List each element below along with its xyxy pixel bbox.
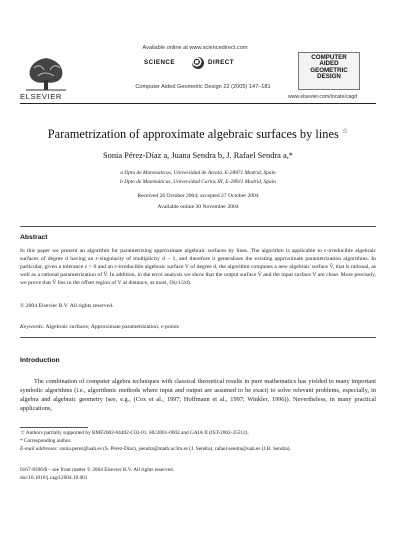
journal-citation: Computer Aided Geometric Design 22 (2005) 147–181 xyxy=(135,84,271,90)
sciencedirect-logo xyxy=(136,58,266,70)
journal-title-line: AIDED xyxy=(319,60,339,68)
issn-line: 0167-8396/$ – see front matter © 2004 Elsevier B.V. All rights reserved. xyxy=(20,467,174,473)
sciencedirect-dot-icon xyxy=(192,57,204,69)
affiliation-a: a Dpto de Matemáticas, Universidad de Alcalá, E-28871 Madrid, Spain xyxy=(120,170,276,176)
doi-line[interactable]: doi:10.1016/j.cagd.2004.10.001 xyxy=(20,475,88,481)
available-online-notice: Available online at www.sciencedirect.com xyxy=(142,45,248,51)
abstract-top-divider xyxy=(20,226,376,227)
abstract-heading: Abstract xyxy=(20,234,48,241)
sciencedirect-logo-right: DIRECT xyxy=(208,59,235,66)
footnote-corresponding: * Corresponding author. xyxy=(20,438,72,444)
received-dates: Received 26 October 2004; accepted 27 October 2004 xyxy=(137,193,259,199)
abstract-bottom-divider xyxy=(20,337,376,338)
publisher-name: ELSEVIER xyxy=(20,92,62,101)
journal-url[interactable]: www.elsevier.com/locate/cagd xyxy=(288,94,358,100)
elsevier-tree-logo xyxy=(20,54,72,92)
footnote-emails xyxy=(20,446,376,453)
email-label: E-mail addresses: xyxy=(20,446,59,452)
keywords-label: Keywords: xyxy=(20,324,45,330)
paper-title xyxy=(20,127,376,142)
section-heading: Introduction xyxy=(20,357,60,364)
masthead-divider xyxy=(20,103,376,104)
author-list: Sonia Pérez-Díaz a, Juana Sendra b, J. Rafael Sendra a,* xyxy=(103,151,293,160)
keywords xyxy=(20,324,376,330)
email-text: sonia.perez@uah.es (S. Pérez-Díaz), jsendra@math.uc3m.es (J. Sendra), rafael.sendra@uah.es (J.R. Sendra). xyxy=(59,446,291,452)
footnote-funding: ☆ Authors partially supported by BMF2002-04402-C02-01, HU2001-0002 and GAIA II (IST-2002-35512). xyxy=(20,430,249,436)
paper-title-text: Parametrization of approximate algebraic surfaces by lines xyxy=(47,127,339,142)
journal-title-line: GEOMETRIC xyxy=(310,66,348,74)
footnote-divider xyxy=(20,427,88,428)
journal-title xyxy=(300,55,358,81)
intro-paragraph: The combination of computer algebra techniques with classical theoretical results in pure mathematics has yielded to many important symbolic algorithms (i.e., algorithmic methods where input and output are assumed to be exact) to solve relevant problems, especially, in algebra and algebraic geometry (see, e.g., (Cox et al., 1997; Hoffmann et al., 1997; Winkler, 1996)). Nevertheless, in many practical applications, xyxy=(20,378,376,412)
journal-title-line: COMPUTER xyxy=(311,54,347,61)
sciencedirect-logo-left: SCIENCE xyxy=(144,59,176,66)
abstract-copyright: © 2004 Elsevier B.V. All rights reserved. xyxy=(20,303,114,309)
title-footnote-mark: ☆ xyxy=(341,127,349,135)
journal-title-line: DESIGN xyxy=(317,73,341,81)
keywords-text: Algebraic surfaces; Approximate parametrization; ε-points xyxy=(45,324,180,330)
affiliation-b: b Dpto de Matemáticas, Universidad Carlos III, E-28911 Madrid, Spain xyxy=(120,179,276,185)
available-online-date: Available online 30 November 2004 xyxy=(157,204,239,210)
abstract-text: In this paper we present an algorithm for parametrizing approximate algebraic surfaces by lines. The algorithm is applicable to ε-irreducible algebraic surfaces of degree d having an ε-singularity of multiplicity d − 1, and therefore it generalizes the existing approximate parametrization algorithms. In particular, given a tolerance ε > 0 and an ε-irreducible algebraic surface V of degree d, the algorithm computes a new algebraic surface V̄, that is rational, as well as a rational parametrization of V̄. In addition, in the error analysis we show that the output surface V̄ and the input surface V are close. More precisely, we prove that V̄ lies in the offset region of V at distance, at most, O(ε1/2d). xyxy=(20,248,376,286)
